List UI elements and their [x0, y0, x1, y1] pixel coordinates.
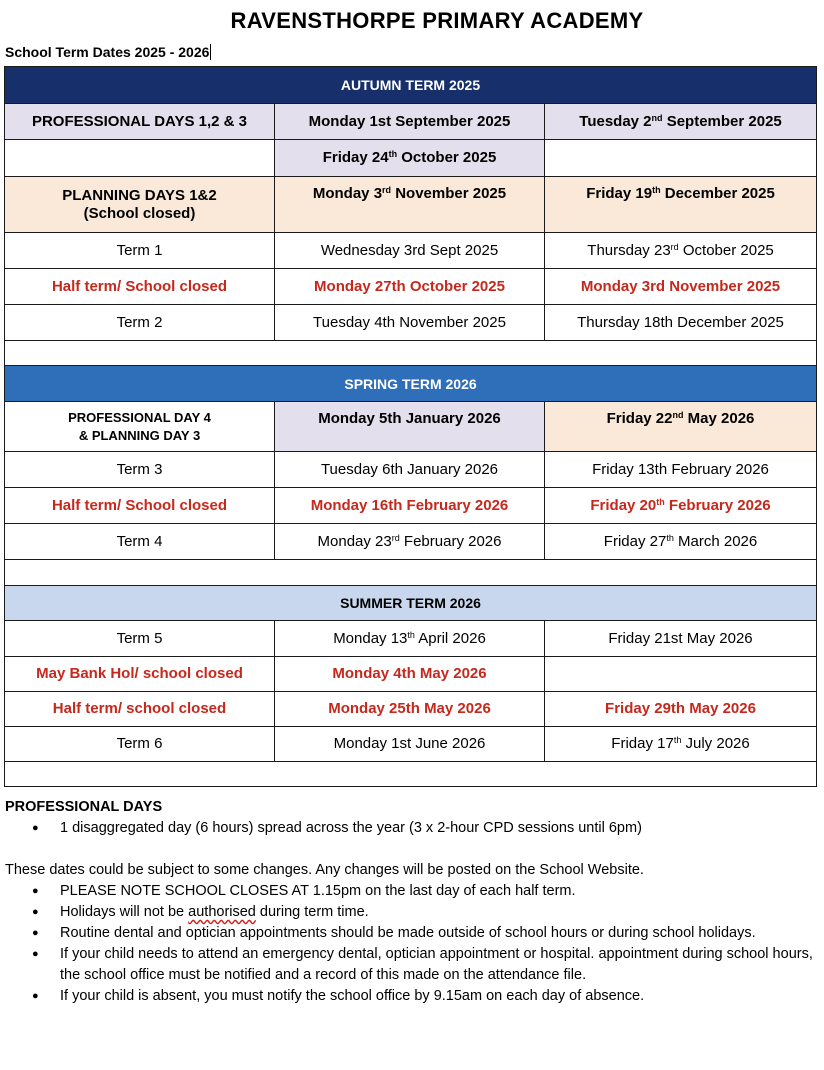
term-start-date: Monday 13th April 2026 — [275, 621, 545, 657]
text-cursor — [210, 44, 211, 60]
empty-cell — [545, 140, 817, 177]
list-item: ● If your child needs to attend an emergency dental, optician appointment or hospital. appointment during school hours, the school office must be notified and a record of this made on the attendance file. — [60, 944, 815, 986]
half-term-start: Monday 27th October 2025 — [275, 269, 545, 305]
list-item: ● Routine dental and optician appointments should be made outside of school hours or during school holidays. — [60, 923, 815, 944]
page-title: RAVENSTHORPE PRIMARY ACADEMY — [230, 8, 644, 33]
term-end-date: Friday 21st May 2026 — [545, 621, 817, 657]
term-end-date: Friday 13th February 2026 — [545, 452, 817, 488]
table-row — [5, 233, 817, 269]
term-start-date: Wednesday 3rd Sept 2025 — [275, 233, 545, 269]
notes-list — [5, 881, 815, 1007]
autumn-term-header: AUTUMN TERM 2025 — [5, 67, 817, 104]
list-item: ● If your child is absent, you must notify the school office by 9.15am on each day of absence. — [60, 986, 815, 1007]
table-row — [5, 402, 817, 452]
spring-term-header: SPRING TERM 2026 — [5, 366, 817, 402]
document-subtitle[interactable] — [5, 44, 211, 60]
spring-header-row — [5, 366, 817, 402]
empty-cell — [5, 560, 817, 586]
term-start-date: Monday 1st June 2026 — [275, 727, 545, 762]
planning-day-date: Friday 22nd May 2026 — [545, 402, 817, 452]
empty-cell — [5, 762, 817, 787]
term-end-date: Friday 17th July 2026 — [545, 727, 817, 762]
summer-header-row — [5, 586, 817, 621]
table-row — [5, 305, 817, 341]
professional-days-heading: PROFESSIONAL DAYS — [5, 799, 163, 815]
term-start-date: Monday 23rd February 2026 — [275, 524, 545, 560]
table-row — [5, 452, 817, 488]
summer-term-header: SUMMER TERM 2026 — [5, 586, 817, 621]
spacer-row — [5, 762, 817, 787]
table-row — [5, 269, 817, 305]
half-term-start: Monday 25th May 2026 — [275, 692, 545, 727]
spacer-row — [5, 341, 817, 366]
professional-days-label: PROFESSIONAL DAYS 1,2 & 3 — [5, 104, 275, 140]
table-row — [5, 524, 817, 560]
table-row — [5, 657, 817, 692]
spelling-flag[interactable]: authorised — [188, 904, 256, 920]
term-end-date: Friday 27th March 2026 — [545, 524, 817, 560]
half-term-label: Half term/ School closed — [5, 269, 275, 305]
table-row — [5, 488, 817, 524]
table-row — [5, 692, 817, 727]
table-row — [5, 140, 817, 177]
term-start-date: Tuesday 4th November 2025 — [275, 305, 545, 341]
table-row — [5, 727, 817, 762]
half-term-label: Half term/ School closed — [5, 488, 275, 524]
half-term-label: Half term/ school closed — [5, 692, 275, 727]
term-label: Term 2 — [5, 305, 275, 341]
bank-holiday-label: May Bank Hol/ school closed — [5, 657, 275, 692]
term-dates-table — [4, 66, 817, 787]
table-row — [5, 104, 817, 140]
professional-day-date: Tuesday 2nd September 2025 — [545, 104, 817, 140]
planning-days-label: PLANNING DAYS 1&2 (School closed) — [5, 177, 275, 233]
bank-holiday-date: Monday 4th May 2026 — [275, 657, 545, 692]
term-label: Term 4 — [5, 524, 275, 560]
term-start-date: Tuesday 6th January 2026 — [275, 452, 545, 488]
list-item: ● 1 disaggregated day (6 hours) spread across the year (3 x 2-hour CPD sessions until 6pm) — [60, 818, 815, 839]
term-label: Term 3 — [5, 452, 275, 488]
table-row — [5, 621, 817, 657]
professional-day-date: Friday 24th October 2025 — [275, 140, 545, 177]
half-term-end: Friday 20th February 2026 — [545, 488, 817, 524]
term-label: Term 5 — [5, 621, 275, 657]
changes-notice: These dates could be subject to some changes. Any changes will be posted on the School Website. — [5, 862, 644, 878]
subtitle-text: School Term Dates 2025 - 2026 — [5, 44, 210, 60]
professional-day-date: Monday 5th January 2026 — [275, 402, 545, 452]
table-row — [5, 177, 817, 233]
term-label: Term 1 — [5, 233, 275, 269]
empty-cell — [5, 140, 275, 177]
professional-day-date: Monday 1st September 2025 — [275, 104, 545, 140]
notes-section — [5, 797, 815, 1007]
professional-day-label: PROFESSIONAL DAY 4 & PLANNING DAY 3 — [5, 402, 275, 452]
professional-days-list — [5, 818, 815, 839]
planning-day-date: Friday 19th December 2025 — [545, 177, 817, 233]
half-term-start: Monday 16th February 2026 — [275, 488, 545, 524]
empty-cell — [5, 341, 817, 366]
term-end-date: Thursday 23rd October 2025 — [545, 233, 817, 269]
autumn-header-row — [5, 67, 817, 104]
spacer-row — [5, 560, 817, 586]
half-term-end: Monday 3rd November 2025 — [545, 269, 817, 305]
empty-cell — [545, 657, 817, 692]
term-end-date: Thursday 18th December 2025 — [545, 305, 817, 341]
list-item: ● Holidays will not be authorised during term time. — [60, 902, 815, 923]
half-term-end: Friday 29th May 2026 — [545, 692, 817, 727]
term-label: Term 6 — [5, 727, 275, 762]
planning-day-date: Monday 3rd November 2025 — [275, 177, 545, 233]
list-item: ● PLEASE NOTE SCHOOL CLOSES AT 1.15pm on the last day of each half term. — [60, 881, 815, 902]
